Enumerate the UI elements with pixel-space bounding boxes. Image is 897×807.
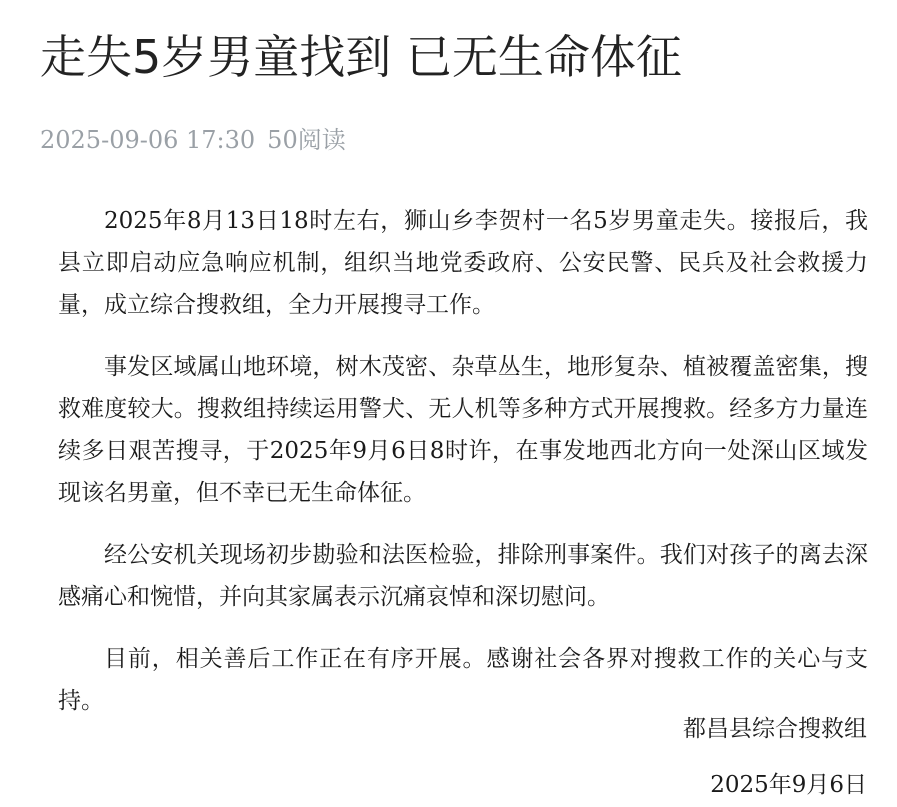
paragraph: 经公安机关现场初步勘验和法医检验，排除刑事案件。我们对孩子的离去深感痛心和惋惜，并向其家属表示沉痛哀悼和深切慰问。: [58, 542, 868, 610]
publish-datetime: 2025-09-06 17:30: [40, 126, 256, 154]
signature-date: 2025年9月6日: [710, 772, 867, 798]
article-title: 走失5岁男童找到 已无生命体征: [40, 30, 682, 84]
article-body: [58, 200, 868, 742]
read-count: 50阅读: [267, 126, 346, 154]
article-meta: [40, 118, 358, 162]
paragraph: 事发区域属山地环境，树木茂密、杂草丛生，地形复杂、植被覆盖密集，搜救难度较大。搜救组持续运用警犬、无人机等多种方式开展搜救。经多方力量连续多日艰苦搜寻，于2025年9月6日8时许，在事发地西北方向一处深山区域发现该名男童，但不幸已无生命体征。: [58, 354, 868, 506]
signature: 都昌县综合搜救组: [683, 716, 867, 742]
paragraph: 目前，相关善后工作正在有序开展。感谢社会各界对搜救工作的关心与支持。: [58, 646, 868, 714]
paragraph: 2025年8月13日18时左右，狮山乡李贺村一名5岁男童走失。接报后，我县立即启动应急响应机制，组织当地党委政府、公安民警、民兵及社会救援力量，成立综合搜救组，全力开展搜寻工作。: [58, 208, 868, 318]
